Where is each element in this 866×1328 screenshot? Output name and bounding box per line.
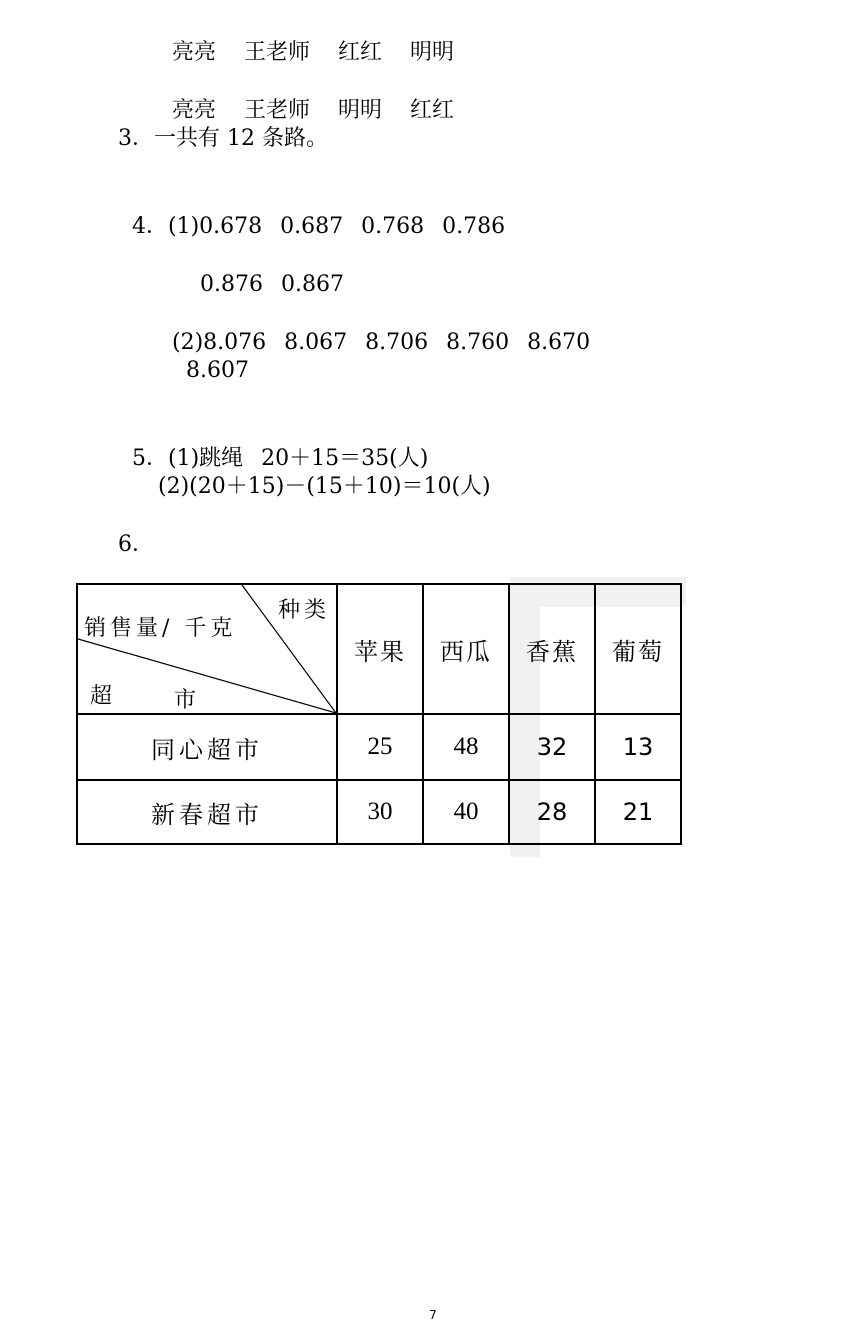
name-2: 王老师 [244, 40, 311, 65]
cell-value: 40 [423, 780, 509, 844]
answer-text: (1)跳绳 [168, 446, 244, 471]
corner-label-category: 种类 [277, 598, 330, 623]
corner-label-unit: 销售量/ 千克 [84, 616, 237, 641]
question-5-part-2: (2)(20＋15)－(15＋10)＝10(人) [158, 474, 491, 499]
question-6-label: 6． [118, 532, 154, 557]
question-5-part-1 [118, 414, 428, 474]
name-4: 红红 [410, 98, 455, 123]
name-1: 亮亮 [172, 98, 217, 123]
row-label: 同心超市 [77, 714, 337, 780]
cell-value: 48 [423, 714, 509, 780]
table-corner-cell [77, 584, 337, 714]
question-4-part-1 [118, 182, 505, 242]
value: 8.670 [527, 330, 591, 355]
answer-line-2 [158, 66, 454, 126]
value: 0.687 [280, 214, 344, 239]
name-2: 王老师 [244, 98, 311, 123]
answer-line-1 [158, 8, 454, 68]
column-header-grape: 葡萄 [595, 584, 681, 714]
cell-value: 13 [595, 714, 681, 780]
question-label: 5． [132, 446, 168, 471]
name-4: 明明 [410, 40, 455, 65]
corner-label-store-1: 超 [90, 684, 117, 709]
value: 0.786 [442, 214, 506, 239]
cell-value: 21 [595, 780, 681, 844]
cell-value: 32 [509, 714, 595, 780]
name-1: 亮亮 [172, 40, 217, 65]
value: 0.876 [200, 272, 263, 297]
row-label: 新春超市 [77, 780, 337, 844]
question-4-part-1-cont [186, 240, 344, 300]
sales-table-container [76, 583, 682, 845]
value: (1)0.678 [168, 214, 263, 239]
table-header-row [77, 584, 681, 714]
table-row [77, 780, 681, 844]
cell-value: 25 [337, 714, 423, 780]
cell-value: 28 [509, 780, 595, 844]
value: 0.768 [361, 214, 425, 239]
question-4-part-2 [158, 298, 590, 358]
column-header-apple: 苹果 [337, 584, 423, 714]
name-3: 红红 [338, 40, 383, 65]
name-3: 明明 [338, 98, 383, 123]
equation: 20＋15＝35(人) [261, 446, 429, 471]
value: 8.760 [446, 330, 510, 355]
question-label: 4． [132, 214, 168, 239]
page-number: 7 [429, 1308, 437, 1322]
column-header-watermelon: 西瓜 [423, 584, 509, 714]
corner-label-store-2: 市 [174, 688, 201, 713]
question-3-answer: 3．一共有 12 条路。 [118, 126, 328, 151]
cell-value: 30 [337, 780, 423, 844]
value: 8.067 [284, 330, 348, 355]
question-4-part-2-cont: 8.607 [186, 358, 249, 383]
sales-table [76, 583, 682, 845]
value: 8.706 [365, 330, 429, 355]
value: (2)8.076 [172, 330, 267, 355]
column-header-banana: 香蕉 [509, 584, 595, 714]
table-row [77, 714, 681, 780]
value: 0.867 [280, 272, 344, 297]
